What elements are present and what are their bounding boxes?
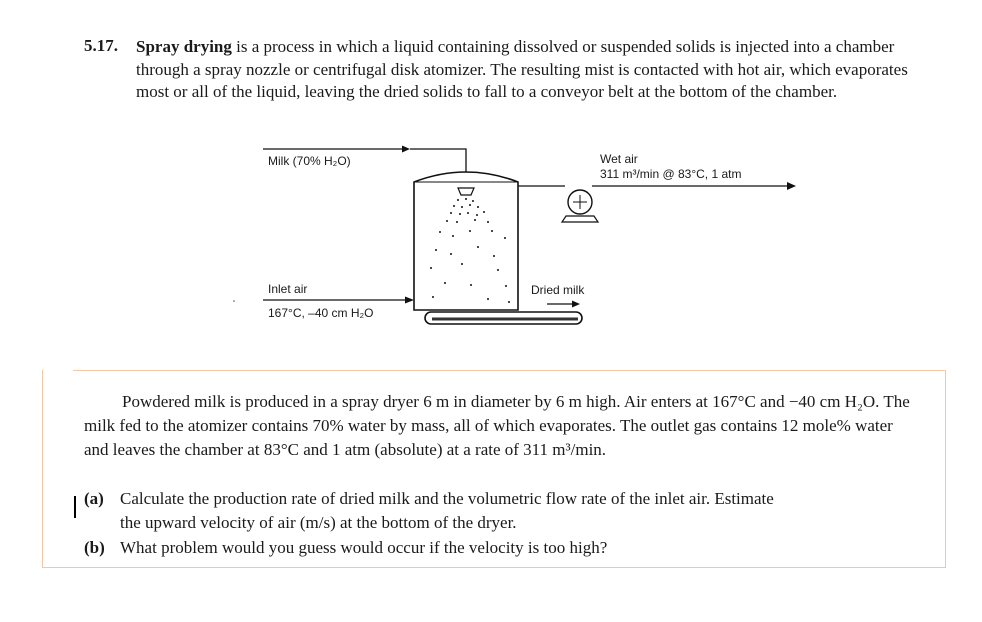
wet-air-label: Wet air — [600, 152, 638, 166]
stray-mark — [233, 300, 235, 302]
atomizer-nozzle — [458, 188, 474, 195]
milk-feed-arrowhead — [402, 146, 410, 153]
wet-air-conditions: 311 m³/min @ 83°C, 1 atm — [600, 167, 742, 181]
inlet-air-conditions: 167°C, –40 cm H₂O — [268, 306, 374, 320]
exhaust-fan-base — [562, 216, 598, 222]
intro-text: is a process in which a liquid containing dissolved or suspended solids is injected into a chamber through a spray nozzle or centrifugal disk atomizer. The resulting mist is contacted with hot air, which evaporates most or all of the liquid, leaving the dried solids to fall to a conveyor belt at the bottom of the chamber. — [136, 37, 908, 101]
milk-feed-label: Milk (70% H₂O) — [268, 154, 351, 168]
question-b-line1: What problem would you guess would occur if the velocity is too high? — [120, 538, 608, 557]
key-term: Spray drying — [136, 37, 232, 56]
text-cursor — [74, 496, 76, 518]
problem-statement — [84, 390, 920, 462]
question-a — [84, 487, 934, 535]
problem-paragraph: Powdered milk is produced in a spray dryer 6 m in diameter by 6 m high. Air enters at 167°C and −40 cm H₂O. The milk fed to the atomizer contains 70% water by mass, all of which evaporates. The outlet gas contains 12 mole% water and leaves the chamber at 83°C and 1 atm (absolute) at a rate of 311 m³/min. — [84, 392, 910, 459]
question-a-line1: Calculate the production rate of dried milk and the volumetric flow rate of the inlet air. Estimate — [120, 489, 774, 508]
question-a-tag: (a) — [84, 489, 104, 508]
box-gap — [43, 369, 73, 372]
inlet-air-arrowhead — [405, 297, 414, 304]
question-b — [84, 536, 934, 560]
dried-milk-label: Dried milk — [531, 283, 585, 297]
dried-milk-arrowhead — [572, 301, 580, 308]
question-a-line2: the upward velocity of air (m/s) at the bottom of the dryer. — [120, 513, 517, 532]
problem-number: 5.17. — [84, 36, 118, 55]
question-b-tag: (b) — [84, 538, 105, 557]
wet-air-arrowhead — [787, 182, 796, 190]
inlet-air-label: Inlet air — [268, 282, 308, 296]
